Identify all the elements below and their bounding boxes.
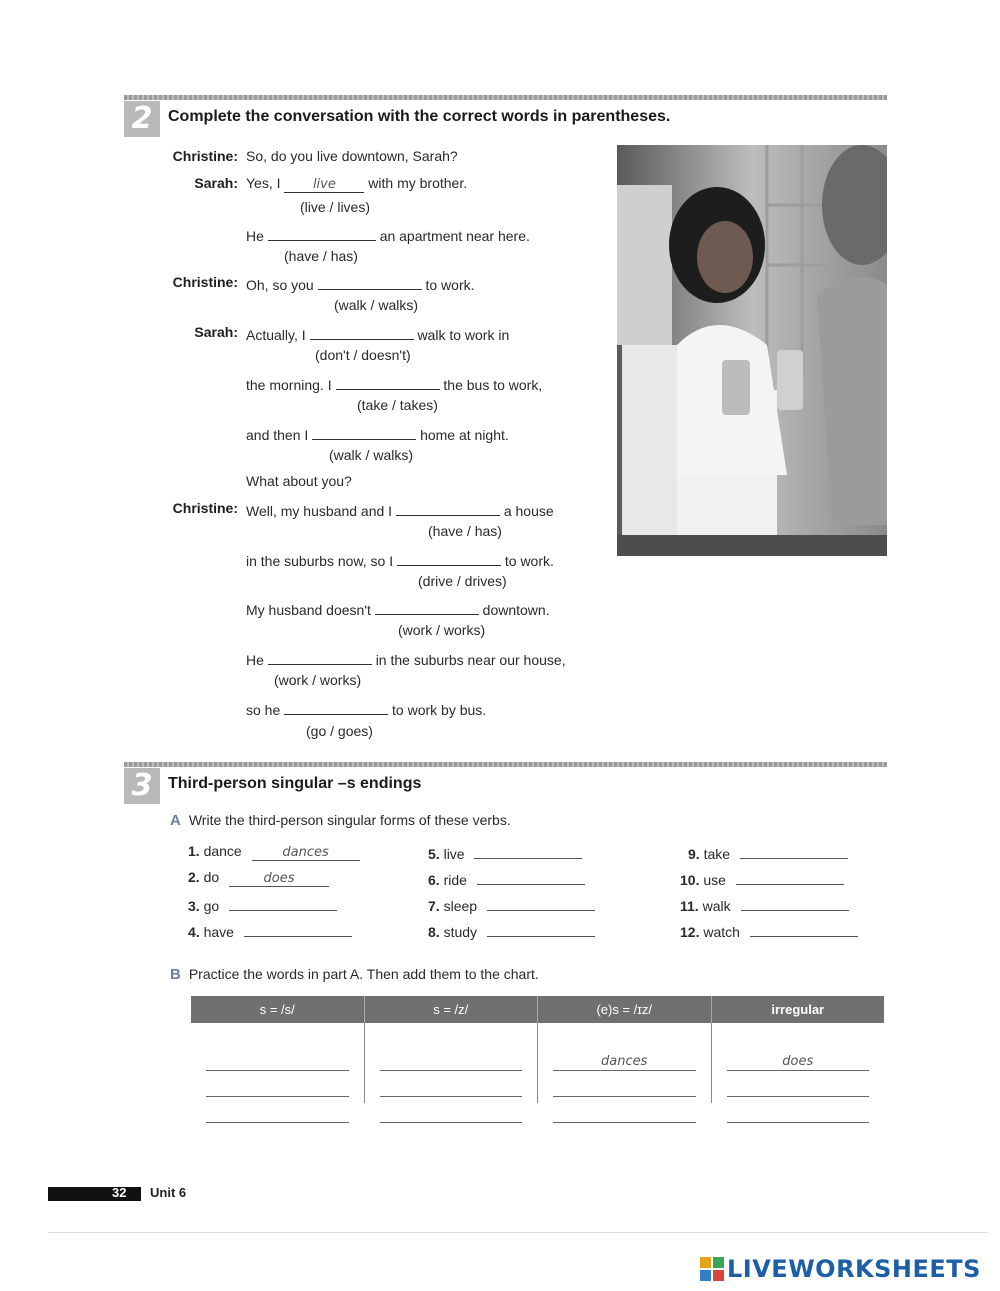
answer-blank[interactable] [396,500,500,516]
liveworksheets-logo-icon [700,1257,724,1281]
verb-item: 8. study [428,921,595,940]
verb-answer-blank[interactable] [741,895,849,911]
office-photo [617,145,887,556]
answer-blank[interactable] [312,424,416,440]
word-hint: (go / goes) [306,723,373,739]
part-a-letter: A [170,812,181,829]
verb-item: 11. walk [680,895,849,914]
chart-blank[interactable] [727,1106,870,1123]
chart-blank[interactable] [206,1080,349,1097]
conversation-line: Actually, I walk to work in [246,324,509,343]
verb-answer-blank[interactable] [736,869,844,885]
verb-item: 4. have [188,921,352,940]
liveworksheets-logo [700,1255,981,1283]
verb-item: 6. ride [428,869,585,888]
speaker-label: Sarah: [194,324,238,340]
verb-answer-blank[interactable] [244,921,352,937]
chart-blank[interactable] [380,1106,523,1123]
liveworksheets-wordmark: LIVEWORKSHEETS [727,1255,981,1283]
word-hint: (work / works) [274,672,362,688]
chart-blank[interactable]: does [727,1054,870,1071]
chart-header [191,996,884,1023]
section-3-divider [124,762,887,767]
chart-column [712,1023,885,1103]
verb-item: 1. dance dances [188,843,360,861]
part-b-instruction: B Practice the words in part A. Then add them to the chart. [170,966,539,983]
conversation-line: He in the suburbs near our house, [246,649,566,668]
speaker-label: Sarah: [194,175,238,191]
chart-blank[interactable] [380,1080,523,1097]
conversation-line: What about you? [246,473,352,489]
answer-blank[interactable] [310,324,414,340]
verb-answer-blank[interactable]: does [229,871,329,887]
word-hint: (walk / walks) [329,447,414,463]
word-hint: (work / works) [398,622,486,638]
verb-item: 5. live [428,843,582,862]
word-hint: (don't / doesn't) [315,347,411,363]
word-hint: (take / takes) [357,397,438,413]
word-hint: (drive / drives) [418,573,507,589]
chart-blank[interactable]: dances [553,1054,696,1071]
conversation-line: the morning. I the bus to work, [246,374,542,393]
verb-answer-blank[interactable] [229,895,337,911]
speaker-label: Christine: [172,500,238,516]
chart-header-z: s = /z/ [365,996,539,1023]
conversation-line: Oh, so you to work. [246,274,475,293]
page-number: 32 [112,1185,127,1200]
part-b-letter: B [170,966,181,983]
answer-blank[interactable] [375,599,479,615]
office-photo-illustration [617,145,887,556]
section-2-title: Complete the conversation with the correct words in parentheses. [168,108,671,125]
answer-blank[interactable] [336,374,440,390]
conversation-line: Well, my husband and I a house [246,500,554,519]
answer-blank[interactable] [284,699,388,715]
chart-body [191,1023,884,1103]
footer-divider [48,1232,988,1233]
answer-blank[interactable]: live [284,177,364,193]
conversation-line: so he to work by bus. [246,699,486,718]
verb-item: 3. go [188,895,337,914]
answer-blank[interactable] [268,649,372,665]
section-2-number: 2 [124,101,160,137]
chart-column [365,1023,539,1103]
speaker-label: Christine: [172,274,238,290]
chart-header-iz: (e)s = /ɪz/ [538,996,712,1023]
verb-answer-blank[interactable] [487,895,595,911]
conversation-line: My husband doesn't downtown. [246,599,550,618]
verb-answer-blank[interactable] [487,921,595,937]
chart-blank[interactable] [380,1054,523,1071]
verb-answer-blank[interactable] [474,843,582,859]
chart-blank[interactable] [206,1106,349,1123]
conversation-line: Yes, I live with my brother. [246,175,468,192]
chart-column [538,1023,712,1103]
word-hint: (have / has) [428,523,502,539]
footer-bar [48,1187,141,1201]
verb-item: 9. take [688,843,848,862]
verb-answer-blank[interactable]: dances [252,845,360,861]
unit-label: Unit 6 [150,1185,187,1200]
word-hint: (have / has) [284,248,358,264]
sound-chart [191,996,884,1103]
speaker-label: Christine: [172,148,238,164]
conversation-line: So, do you live downtown, Sarah? [246,148,458,164]
chart-blank[interactable] [206,1054,349,1071]
chart-blank[interactable] [727,1080,870,1097]
answer-blank[interactable] [318,274,422,290]
word-hint: (live / lives) [300,199,371,215]
chart-header-s: s = /s/ [191,996,365,1023]
chart-blank[interactable] [553,1106,696,1123]
verb-item: 2. do does [188,869,329,887]
verb-answer-blank[interactable] [477,869,585,885]
conversation-line: He an apartment near here. [246,225,530,244]
conversation-line: in the suburbs now, so I to work. [246,550,554,569]
verb-item: 7. sleep [428,895,595,914]
part-a-instruction: A Write the third-person singular forms of these verbs. [170,812,511,829]
verb-answer-blank[interactable] [750,921,858,937]
chart-column [191,1023,365,1103]
verb-answer-blank[interactable] [740,843,848,859]
verb-item: 12. watch [680,921,858,940]
section-2-divider [124,95,887,100]
section-3-number: 3 [124,768,160,804]
section-3-title: Third-person singular –s endings [168,775,422,792]
chart-blank[interactable] [553,1080,696,1097]
verb-item: 10. use [680,869,844,888]
answer-blank[interactable] [397,550,501,566]
chart-header-irregular: irregular [771,1002,825,1017]
answer-blank[interactable] [268,225,376,241]
word-hint: (walk / walks) [334,297,419,313]
conversation-line: and then I home at night. [246,424,509,443]
